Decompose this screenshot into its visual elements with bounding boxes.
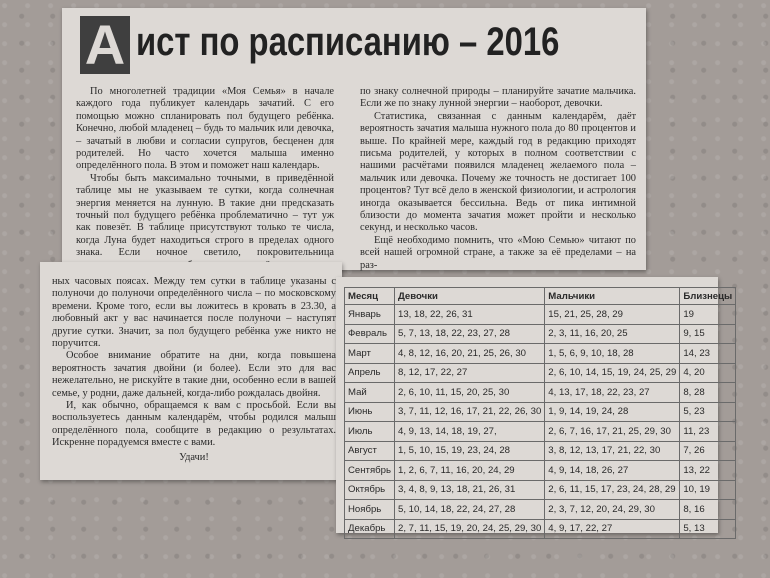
boys-cell: 1, 5, 6, 9, 10, 18, 28: [545, 344, 680, 364]
girls-cell: 3, 7, 11, 12, 16, 17, 21, 22, 26, 30: [394, 402, 544, 422]
header-twins: Близнецы: [680, 288, 736, 305]
month-cell: Декабрь: [345, 519, 395, 539]
header-boys: Мальчики: [545, 288, 680, 305]
twins-cell: 10, 19: [680, 480, 736, 500]
girls-cell: 4, 9, 13, 14, 18, 19, 27,: [394, 422, 544, 442]
table-row: [345, 344, 736, 364]
boys-cell: 2, 3, 11, 16, 20, 25: [545, 324, 680, 344]
month-cell: Август: [345, 441, 395, 461]
month-cell: Январь: [345, 305, 395, 325]
girls-cell: 2, 6, 10, 11, 15, 20, 25, 30: [394, 383, 544, 403]
paragraph: ных часовых поясах. Между тем сутки в таблице указаны с полуночи до полуночи определённого числа – по московскому времени. Кроме того, если вы ложитесь в кровать в 23.30, а любовный акт у вас начинается после полуночи – наступят другие сутки. Значит, за пол будущего ребёнка уже никто не поручится.: [52, 276, 336, 350]
article-column-1: [76, 86, 334, 272]
month-cell: Ноябрь: [345, 500, 395, 520]
paragraph: Статистика, связанная с данным календарём, даёт вероятность зачатия малыша нужного пола до 80 процентов и выше. По крайней мере, каждый год в редакцию приходят письма родителей, у которых в полном соответствии с нашими расчётами появился младенец желаемого пола – мальчик или девочка. Почему же точность не достигает 100 процентов? Тут всё дело в женской физиологии, и астрология иногда оказывается бессильна. Ведь от пика интимной близости до момента зачатия может пройти и несколько секунд, и несколько часов.: [360, 110, 636, 234]
twins-cell: 14, 23: [680, 344, 736, 364]
conception-calendar-table: [344, 287, 736, 539]
twins-cell: 4, 20: [680, 363, 736, 383]
twins-cell: 13, 22: [680, 461, 736, 481]
girls-cell: 8, 12, 17, 22, 27: [394, 363, 544, 383]
twins-cell: 19: [680, 305, 736, 325]
boys-cell: 4, 9, 17, 22, 27: [545, 519, 680, 539]
table-header-row: [345, 288, 736, 305]
girls-cell: 5, 10, 14, 18, 22, 24, 27, 28: [394, 500, 544, 520]
boys-cell: 1, 9, 14, 19, 24, 28: [545, 402, 680, 422]
boys-cell: 2, 6, 7, 16, 17, 21, 25, 29, 30: [545, 422, 680, 442]
boys-cell: 2, 6, 10, 14, 15, 19, 24, 25, 29: [545, 363, 680, 383]
twins-cell: 5, 23: [680, 402, 736, 422]
article-clipping-bottom-left: [40, 262, 342, 480]
table-row: [345, 519, 736, 539]
paragraph: по знаку солнечной природы – планируйте зачатие мальчика. Если же по знаку лунной энергии – наоборот, девочки.: [360, 86, 636, 110]
table-row: [345, 383, 736, 403]
boys-cell: 3, 8, 12, 13, 17, 21, 22, 30: [545, 441, 680, 461]
boys-cell: 2, 3, 7, 12, 20, 24, 29, 30: [545, 500, 680, 520]
paragraph: По многолетней традиции «Моя Семья» в начале каждого года публикует календарь зачатий. С его помощью можно спланировать пол будущего ребёнка. Конечно, любой младенец – будь то мальчик или девочка, – зачатый в любви и согласии супругов, бесценен для родителей. Но часто хочется малыша именно определённого пола. В этом и поможет наш календарь.: [76, 86, 334, 172]
title-text: ист по расписанию – 2016: [136, 20, 560, 64]
boys-cell: 4, 9, 14, 18, 26, 27: [545, 461, 680, 481]
signature: Удачи!: [179, 451, 209, 463]
girls-cell: 13, 18, 22, 26, 31: [394, 305, 544, 325]
table-row: [345, 422, 736, 442]
girls-cell: 2, 7, 11, 15, 19, 20, 24, 25, 29, 30: [394, 519, 544, 539]
twins-cell: 9, 15: [680, 324, 736, 344]
month-cell: Март: [345, 344, 395, 364]
table-row: [345, 461, 736, 481]
girls-cell: 1, 5, 10, 15, 19, 23, 24, 28: [394, 441, 544, 461]
paragraph: Особое внимание обратите на дни, когда повышена вероятность зачатия двойни (и более). Если это для вас нежелательно, не рискуйте в такие дни, особенно если в вашей семье, у родни, даже дальней, когда-либо рождалась двойня.: [52, 350, 336, 399]
month-cell: Сентябрь: [345, 461, 395, 481]
calendar-table-clipping: [336, 277, 733, 535]
table-row: [345, 324, 736, 344]
table-row: [345, 402, 736, 422]
month-cell: Июль: [345, 422, 395, 442]
table-row: [345, 305, 736, 325]
month-cell: Октябрь: [345, 480, 395, 500]
paragraph: И, как обычно, обращаемся к вам с просьбой. Если вы воспользуетесь данным календарём, чтобы родился малыш определённого пола, сообщите в редакцию о результатах. Искренне порадуемся вместе с вами.: [52, 400, 336, 449]
article-column-2: [360, 86, 636, 272]
month-cell: Май: [345, 383, 395, 403]
header-girls: Девочки: [394, 288, 544, 305]
paragraph: Ещё необходимо помнить, что «Мою Семью» читают по всей нашей огромной стране, а также за её пределами – на раз-: [360, 234, 636, 271]
girls-cell: 5, 7, 13, 18, 22, 23, 27, 28: [394, 324, 544, 344]
table-row: [345, 500, 736, 520]
title-initial-letter: А: [80, 16, 130, 74]
table-row: [345, 480, 736, 500]
month-cell: Июнь: [345, 402, 395, 422]
paragraph: Чтобы быть максимально точными, в приведённой таблице мы не указываем те сутки, когда солнечная энергия меняется на лунную. В такие дни предсказать точный пол будущего ребёнка проблематично – тут уж как повезёт. В таблице присутствуют только те числа, когда Луна будет находиться строго в пределах одного знака. Если ночное светило, покровительница: [76, 172, 334, 259]
twins-cell: 7, 26: [680, 441, 736, 461]
month-cell: Апрель: [345, 363, 395, 383]
boys-cell: 15, 21, 25, 28, 29: [545, 305, 680, 325]
boys-cell: 2, 6, 11, 15, 17, 23, 24, 28, 29: [545, 480, 680, 500]
girls-cell: 1, 2, 6, 7, 11, 16, 20, 24, 29: [394, 461, 544, 481]
girls-cell: 4, 8, 12, 16, 20, 21, 25, 26, 30: [394, 344, 544, 364]
article-column-3: [52, 276, 336, 464]
twins-cell: 11, 23: [680, 422, 736, 442]
twins-cell: 5, 13: [680, 519, 736, 539]
article-clipping-top: [62, 8, 646, 270]
boys-cell: 4, 13, 17, 18, 22, 23, 27: [545, 383, 680, 403]
twins-cell: 8, 28: [680, 383, 736, 403]
twins-cell: 8, 16: [680, 500, 736, 520]
month-cell: Февраль: [345, 324, 395, 344]
table-row: [345, 363, 736, 383]
girls-cell: 3, 4, 8, 9, 13, 18, 21, 26, 31: [394, 480, 544, 500]
header-month: Месяц: [345, 288, 395, 305]
table-row: [345, 441, 736, 461]
